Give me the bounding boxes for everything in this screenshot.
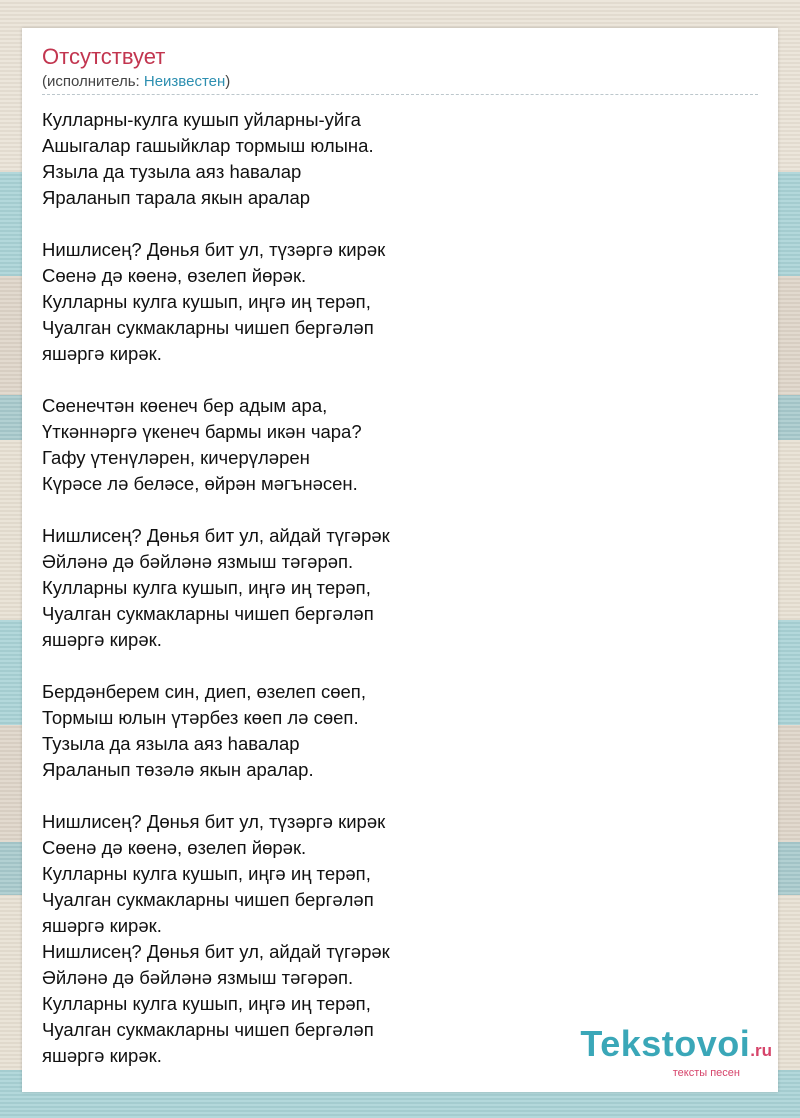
artist-prefix: (исполнитель: [42,73,144,90]
lyric-line: яшәргә кирәк. [42,915,162,936]
lyric-line: яшәргә кирәк. [42,629,162,650]
lyric-line: яшәргә кирәк. [42,343,162,364]
lyric-line: Нишлисең? Дөнья бит ул, түзәргә кирәк [42,239,386,260]
lyric-line: Нишлисең? Дөнья бит ул, түзәргә кирәк [42,811,386,832]
stanza-gap [42,367,742,393]
stanza-gap [42,653,742,679]
stanza-gap [42,783,742,809]
lyric-line: Чуалган сукмакларны чишеп бергәләп [42,317,374,338]
lyrics-card [22,28,778,1092]
artist-line [42,73,230,90]
lyric-line: Кулларны кулга кушып, иңгә иң терәп, [42,577,371,598]
lyric-line: Кулларны кулга кушып, иңгә иң терәп, [42,993,371,1014]
song-title: Отсутствует [42,44,166,69]
lyric-line: Гафу үтенүләрен, кичерүләрен [42,447,310,468]
lyric-line: Әйләнә дә бәйләнә язмыш тәгәрәп. [42,551,354,572]
lyric-line: Сөенә дә көенә, өзелеп йөрәк. [42,837,307,858]
lyric-line: Ашыгалар гашыйклар тормыш юлына. [42,135,374,156]
lyric-line: Сөенә дә көенә, өзелеп йөрәк. [42,265,307,286]
logo-wordmark [580,1023,772,1069]
lyric-line: Чуалган сукмакларны чишеп бергәләп [42,889,374,910]
lyric-line: Кулларны кулга кушып, иңгә иң терәп, [42,863,371,884]
lyric-line: Яраланып тарала якын аралар [42,187,311,208]
lyric-line: Нишлисең? Дөнья бит ул, айдай түгәрәк [42,525,390,546]
lyric-line: Күрәсе лә беләсе, өйрән мәгънәсен. [42,473,358,494]
lyrics-body [42,107,742,1069]
lyric-line: Тузыла да язылa аяз һавалар [42,733,300,754]
lyric-line: яшәргә кирәк. [42,1045,162,1066]
lyric-line: Нишлисең? Дөнья бит ул, айдай түгәрәк [42,941,390,962]
lyric-line: Әйләнә дә бәйләнә язмыш тәгәрәп. [42,967,354,988]
stanza-gap [42,211,742,237]
lyric-line: Яраланып төзәлә якын аралар. [42,759,314,780]
lyric-line: Үткәннәргә үкенеч бармы икән чара? [42,421,362,442]
lyric-line: Кулларны-кулга кушып уйларны-уйга [42,109,361,130]
logo-tld: .ru [750,1041,772,1060]
lyric-line: Чуалган сукмакларны чишеп бергәләп [42,603,374,624]
lyric-line: Чуалган сукмакларны чишеп бергәләп [42,1019,374,1040]
site-logo[interactable] [580,1023,772,1079]
lyric-line: Тормыш юлын үтәрбез көеп лә сөеп. [42,707,359,728]
stanza-gap [42,497,742,523]
lyric-line: Сөенечтән көенеч бер адым ара, [42,395,328,416]
header-divider [42,94,758,95]
lyric-line: Язылa да тузыла аяз һавалар [42,161,302,182]
logo-tagline: тексты песен [672,1067,740,1079]
artist-suffix: ) [225,73,231,90]
lyric-line: Кулларны кулга кушып, иңгә иң терәп, [42,291,371,312]
lyric-line: Бердәнберем син, диеп, өзелеп сөеп, [42,681,366,702]
artist-link[interactable]: Неизвестен [143,73,226,90]
logo-name: Tekstovoi [580,1023,751,1064]
